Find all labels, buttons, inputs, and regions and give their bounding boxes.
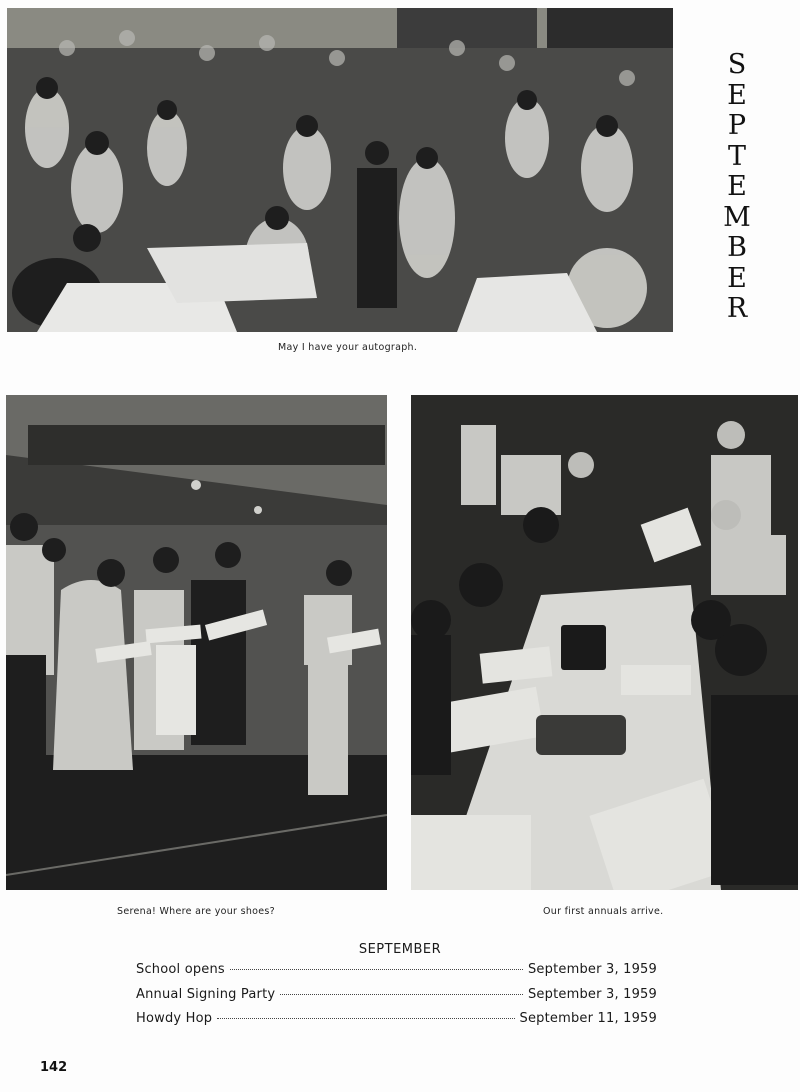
schedule-row (136, 1011, 657, 1036)
dotted-leader (230, 969, 523, 970)
page-number: 142 (40, 1060, 68, 1075)
event-schedule (136, 962, 657, 1036)
photo-annuals-arrive (411, 395, 798, 890)
photo-annuals-arrive-image (411, 395, 798, 890)
schedule-date: September 3, 1959 (527, 986, 657, 1002)
schedule-event: Howdy Hop (136, 1011, 213, 1026)
title-letter: M (723, 201, 751, 233)
title-letter: E (727, 262, 747, 294)
schedule-date: September 3, 1959 (527, 962, 657, 977)
title-letter: S (727, 49, 747, 80)
dotted-leader (217, 1018, 514, 1019)
schedule-event: School opens (136, 962, 225, 977)
dotted-leader (280, 994, 523, 995)
photo-autograph-crowd-image (7, 8, 673, 332)
schedule-date: September 11, 1959 (519, 1011, 657, 1026)
title-letter: E (727, 79, 747, 111)
title-letter: R (726, 293, 748, 324)
caption-bottom-left-photo: Serena! Where are your shoes? (117, 906, 275, 917)
caption-top-photo: May I have your autograph. (278, 342, 418, 353)
caption-bottom-right-photo: Our first annuals arrive. (543, 906, 664, 917)
photo-shoes-image (6, 395, 387, 890)
schedule-heading: SEPTEMBER (358, 942, 442, 957)
photo-shoes (6, 395, 387, 890)
title-letter: T (727, 140, 746, 172)
photo-autograph-crowd (7, 8, 673, 332)
title-letter: E (727, 171, 747, 202)
schedule-row (136, 962, 657, 987)
vertical-month-title (722, 50, 752, 325)
schedule-row (136, 987, 657, 1012)
schedule-event: Annual Signing Party (136, 986, 276, 1002)
title-letter: B (727, 232, 747, 263)
title-letter: P (727, 110, 747, 141)
